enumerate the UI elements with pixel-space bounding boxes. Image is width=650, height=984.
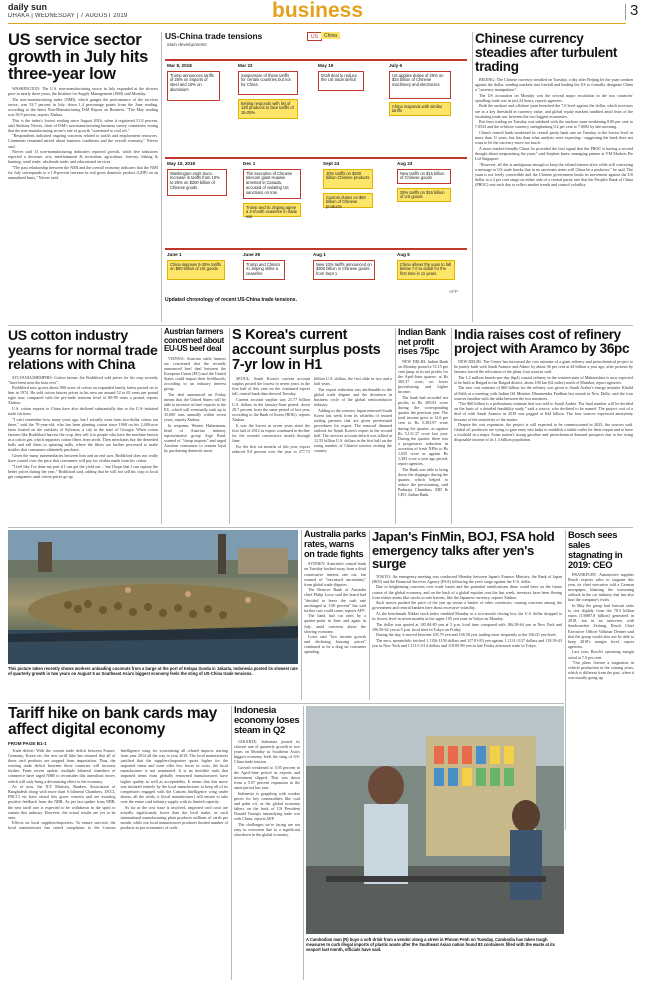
paragraph: This is the index's lowest reading since August 2016, when it registered 51.8 percent, said Anthony Nieves, chair of ISM's non-manufacturing business survey committee, noting that the non-manufacturing sector's rate of growth "continued to cool off." xyxy=(8,117,158,133)
paragraph: FRANKFURT: Automotive supplier Bosch expects sales to stagnate this year, its chief executive told a German newspaper, blaming the worsening outlook in the car industry that has also hurt the company's rivals. xyxy=(568,572,634,603)
timeline-date: Dec 1 xyxy=(243,161,256,166)
paragraph: Growth weakened to 5.05 percent in the April-June period as exports and investment slipped. That was down from a 5.07 percent expansion in the same period last year. xyxy=(234,764,300,790)
timeline-event: China imposes 5-25% tariffs on $60 billion of US goods xyxy=(167,260,225,280)
paragraph: The Bank was able to bring down the slippages during the quarter, which helped to reduce the provisioning, said Padmaja Chunduru, MD & CEO, Indian Bank. xyxy=(398,466,448,498)
paragraph: In response, Werner Habermann, head of Austrian industry representative group Arge Rind, warned of "cheap imports" and urged Austrian consumers to remain loyal by purchasing domestic meat. xyxy=(164,423,226,454)
paragraph: Last year, Bosch's operating margin stood at 7.0 per cent. xyxy=(568,649,634,660)
paragraph: The euro, meanwhile, fetched 1.1156-1159 dollars and 117.81-83 yen against 1.1131-1137 dollars and 118.39-43 yen in New York and 1.1113-1114 dollars and 118.85-89 yen in late Friday afternoon trade in Tokyo. xyxy=(372,637,562,648)
paragraph: "I feel like I've done my part if I can get the yield out ... but I hope that I can capture the better prices during the year," Boddiford said, adding that he will not sell his crop to local gin companies until cotton prices go up. xyxy=(8,463,158,479)
timeline-date: Aug 23 xyxy=(397,161,413,166)
article-japan xyxy=(372,530,562,700)
paragraph: China's central bank weakened its central parity bank rate on Tuesday to the lowest level in more than 11 years, but less than what analysts were expecting - suggesting the bank does not want to let the currency move too much. xyxy=(475,129,633,146)
paragraph: As of now, the ICT Ministry, Bankers Association of Bangladesh along with more than 6 bilateral Chambers, DCCI, FBCCI etc have raised this grave concern and are awaiting positive feedback from the NBR. As per last update from NBR, the new tariff rate is expected to be withdrawn in the spirit to sustain this industry. However, the actual results are yet to be seen. xyxy=(8,784,116,820)
photo-cambodia-vendor xyxy=(306,706,564,934)
paragraph: The deal announced on Friday means that the United States will be able to increase its beef exports to the EU, which will eventually rush up to 35,000 tons annually within seven years, reports Xinhua. xyxy=(164,391,226,423)
timeline-date: Mar 22 xyxy=(238,63,253,68)
paragraph: For the first six months of this year, export reduced 9.0 percent over the year to 277.72 billion U.S. dollars, the first slide in two and a half years. xyxy=(232,376,392,454)
section-rule xyxy=(8,527,633,528)
paragraph: The bank had recorded net profits at Rs 209.81 crore during the corresponding quarter the previous year. The total income grew to 12.6 per cent to Rs 5,383.97 crore during the quarter, as against Rs 5,131.37 crore last year. During the quarter, there was a progressive reduction in accretion of fresh NPAs to Rs 1,635 crore as against Rs 1,383 crore a year ago period, report agencies. xyxy=(398,394,448,467)
paragraph: Lowe said "low income growth and declining housing prices" continued to be a drag on consumer spending. xyxy=(304,634,366,655)
paragraph: VIENNA: Austrian cattle farmers are concerned that the recently announced beef deal between the European Union (EU) and the United States could impact their livelihoods, according to an industry interest group. xyxy=(164,355,226,392)
paragraph: The challenges we're facing are not easy to overcome due to a significant slowdown in the global economy. xyxy=(234,821,300,837)
paragraph: The dollar was quoted at 105.84-85 yen at 5 p.m. local time compared with 106.58-64 yen in New York and 106.56-62 yen at 5 p.m. local time in Tokyo on Friday. xyxy=(372,621,562,632)
page-number: 3 xyxy=(630,2,639,19)
paragraph: As far as the cost issue is involved, imported card costs are actually significantly lower than the local make, as such international manufacturing plant produces millions of cards per month, while our local manufacturer produces limited number of products as per economies of scale. xyxy=(120,804,228,830)
paragraph: The new cost estimate of $60 billion for the refinery was given to Saudi Arabia's energy minister Khalid al-Falih at a meeting with Indian Oil Minister Dharmendra Pradhan last month in New Delhi, said the four sources familiar with the talks between the two ministers. xyxy=(454,385,633,401)
article-body xyxy=(398,359,448,498)
timeline-event: Draft deal to reduce the US trade deficit xyxy=(318,71,364,91)
timeline-date: May 19 xyxy=(318,63,334,68)
paragraph: Despite the cost expansion, the project is still expected to be commissioned in 2025, the sources said. Global oil producers are vying to gain entry into India to establish a stable outlet for their output and to have a foothold in a major Asian nation's strong gasoline and petrochemical demand prospects due to the rising disposable income of its 1.3 billion population. xyxy=(454,422,633,443)
column-rule xyxy=(161,328,162,524)
timeline-event: Beijing responds with list of 128 products to face tariffs of 15-25% xyxy=(238,99,298,119)
timeline-date: Sept 24 xyxy=(323,161,340,166)
paragraph: The 1.2 million barrels-per-day (bpd) coastal refinery in the western state of Maharashtra is now expected to be built at Raigad in the Raigad district, about 100 km (62 miles) south of Mumbai, report agencies. xyxy=(454,374,633,385)
article-body xyxy=(8,748,228,978)
photo-caption: This picture taken recently shows workers unloading coconuts from a barge at the port of Kelapa Sunda in Jakarta, Indonesia posted its slowest rate of quarterly growth in two years on August 5 as Southeast Asia's biggest economy feels the sting of US-China trade tensions. xyxy=(8,666,298,676)
masthead xyxy=(0,0,650,26)
section-title: business xyxy=(272,0,364,22)
tag-china: China xyxy=(321,32,340,39)
timeline-date: Mar 8, 2018 xyxy=(167,63,192,68)
paragraph: SYLVANIA/MEMPHIS: Cotton farmer Joe Boddiford sold prices for his crop recently "have been near the bust ever". xyxy=(8,374,158,385)
paragraph: Given the many intermediaries between him and an end user, Boddiford does not really have control over the price that consumers will pay for clothes made from his cotton. xyxy=(8,452,158,463)
photo-cambodia-vendor-art xyxy=(306,706,564,934)
paragraph: Such moves pushed the price of the yen up versus a basket of other currencies, causing concerns among the government and central bankers here about excessive volatility. xyxy=(372,600,562,611)
date-line: DHAKA | WEDNESDAY | 7 AUGUST 2019 xyxy=(8,13,128,19)
timeline-title: US-China trade tensions xyxy=(165,31,263,41)
paragraph: SYDNEY: Australia's central bank on Tuesday backed away from a third consecutive interest rate cut, but warned of "increased uncertainty" from global trade disputes. xyxy=(304,561,366,587)
paragraph: U.S. cotton exports to China have also declined substantially due to the U.S.-initiated trade frictions. xyxy=(8,406,158,417)
paragraph: During the day, it moved between 105.79 yen and 106.58 yen, trading most frequently at the 106.05 yen level. xyxy=(376,632,557,638)
article-korea xyxy=(232,328,392,524)
column-rule xyxy=(229,328,230,524)
page-number-bar xyxy=(625,4,626,20)
paragraph: JAKARTA: Indonesia posted its slowest rate of quarterly growth in two years on Monday as Southeast Asia's biggest economy feels the sting of US-China trade tension. xyxy=(234,738,300,764)
timeline-event: Trump and Xi Jinping agree a 3-month ceasefire in trade war xyxy=(243,203,301,217)
headline: Bosch sees sales stagnating in 2019: CEO xyxy=(568,530,623,570)
article-body xyxy=(232,376,392,524)
paragraph: The non-manufacturing index (NMI), which gauges the performance of the services sector, was 53.7 percent in July, down 1.4 percentage points from the June reading, according to the latest Non-Manufacturing ISM Report on Business. "The May reading was 56.9 percent, reports Xinhua. xyxy=(8,96,158,117)
timeline-event: New tariffs on $16 billion of Chinese goods xyxy=(397,169,451,184)
paragraph: NEW DELHI: Indian Bank on Monday posted a 74.15 per cent jump in its net profits for the April-June quarter, at Rs 365.37 crore, on lower provisioning and higher income. xyxy=(398,358,448,395)
paragraph: Adding to the concern, Japan removed South Korea last week from its whitelist of trusted trading partners that are given preferential procedures for export. The removal dimmed outlook for South Korea's export in the second half. The services account deficit was tallied at 12.55 billion U.S. dollars in the first half on the rising number of Chinese tourists visiting the country. xyxy=(314,407,392,454)
paragraph: Due to heightening concerns over trade issues and the potential ramifications these could have on the future course of the global economy, and on the back of a global equities rout the last week, investors have been fleeing from riskier assets like stocks to safe havens, like the Japanese currency, reports Xinhua. xyxy=(372,584,562,600)
article-refinery xyxy=(454,328,633,524)
timeline-event: Custom duties on $60 billion of Chinese products xyxy=(323,193,373,208)
timeline-axis-2 xyxy=(165,157,467,159)
article-austrian xyxy=(164,328,226,524)
article-body xyxy=(304,561,366,654)
article-yuan xyxy=(475,32,633,322)
paragraph: But fears trading on Tuesday was subdued with the onshore yuan weakening 0.06 per cent to 7.0532 and the offshore currency strengthening 0.2 per cent to 7.0082 by late morning. xyxy=(475,119,633,130)
article-tariff xyxy=(8,706,228,980)
paragraph: The bank had cut rates by a quarter-point in June and again in July, amid concerns about the slowing economy. xyxy=(304,613,366,634)
timeline-event: China responds with similar tariffs xyxy=(389,102,451,116)
paragraph: Current account surplus was 21.77 billion U.S. dollars in the January-June period, down 28.7 percent from the same period of last year, according to the Bank of Korea (BOK), reports Xinhua. xyxy=(232,396,310,423)
headline: Austrian farmers concerned about EU-US beef deal xyxy=(164,328,224,354)
headline: Australia parks rates, warns on trade fights xyxy=(304,530,366,559)
column-rule xyxy=(231,706,232,980)
paragraph: Boddiford now grows about 900 acres of cotton on expanded family farms passed on to him in 1974. He sold cotton futures prices in his area are around 52 to 65 cents per pound right now, compared with the pre-trade tensions level of 80-90 cents a pound, reports Xinhua. xyxy=(8,385,158,406)
timeline-event: New 10% tariffs announced on $300 billion in Chinese goods from Sept 1 xyxy=(313,260,375,280)
section-rule xyxy=(8,703,564,704)
article-us-service xyxy=(8,32,158,322)
paragraph: Trade deficit: With the current trade deficit between France, Germany, Korea etc, the new tariff hike has ensured that all of these card products are stopped from importation. Thus, the existing trade deficit between these countries will increase further. From recent update, multiple bilateral chambers of commerce have urged NBR to reconsider this unrealistic move, which will only bring a devastating effect to the economy. xyxy=(8,748,116,784)
paragraph: BEIJING: The Chinese currency steadied on Tuesday, a day after Beijing let the yuan weaken against the dollar, sending markets into freefall and leading the US to formally designate China a "currency manipulator". xyxy=(475,77,633,93)
headline: India raises cost of refinery project with Aramco by 36pc xyxy=(454,328,630,356)
paragraph: The export reduction was attributable to the global trade dispute and the downturn in business cycle of the global semiconductor industry. xyxy=(314,386,392,407)
paragraph: It was the lowest in seven years since the first half of 2012 as export continued to decline for the seventh consecutive month through June. xyxy=(232,422,310,444)
timeline-credit: AFP xyxy=(449,289,458,294)
column-rule xyxy=(565,530,566,830)
paragraph: WASHINGTON: The U.S. non-manufacturing sector in July expanded at the slowest pace in nearly three years, the Institute for Supply Management (ISM) said Monday. xyxy=(8,86,158,97)
article-indian-bank xyxy=(398,328,448,524)
timeline-date: June 1 xyxy=(167,252,182,257)
paragraph: TOKYO: An emergency meeting was conducted Monday between Japan's Finance Ministry, the Bank of Japan (BOJ) and the Financial Services Agency (FSA) following the yen's surge against the U.S. dollar. xyxy=(372,573,562,584)
article-australia xyxy=(304,530,366,700)
column-rule xyxy=(161,32,162,322)
paragraph: "Our plans foresee a stagnation in vehicle production in the coming years, which is different from the past, when it was usually going up. xyxy=(568,660,634,681)
article-indonesia xyxy=(234,706,300,980)
timeline-event: Trump and China's Xi Jinping strike a ceasefire xyxy=(243,260,285,280)
timeline-event: China allows the yuan to fall below 7.0 to dollar for the first time in 11 years xyxy=(397,260,455,280)
photo-coconut-barge xyxy=(8,530,298,664)
timeline-event: US applies duties of 25% on $34 billion of Chinese machinery and electronics xyxy=(389,71,451,99)
column-rule xyxy=(472,32,473,322)
article-body xyxy=(475,77,633,187)
timeline-event: Washington ends truce. Increase in tariffs from 10% to 25% on $200 billion of Chinese goods xyxy=(167,169,227,196)
headline: Indian Bank net profit rises 75pc xyxy=(398,328,446,357)
timeline-caption: Updated chronology of recent US-China trade tensions. xyxy=(165,297,297,303)
timeline-subtitle: Main developments xyxy=(167,42,207,47)
headline: US cotton industry yearns for normal trade relations with China xyxy=(8,328,158,372)
article-body xyxy=(372,574,562,648)
timeline-event: The executive of Chinese telecom giant Huawei arrested in Canada, accused of violating US sanctions on Iran xyxy=(243,169,301,199)
timeline-graphic xyxy=(163,29,469,324)
headline: S Korea's current account surplus posts 7-yr low in H1 xyxy=(232,328,381,373)
paragraph: In May the group had forecast sales to rise slightly from the 78.5 billion euros (US$87.8 billion) generated in 2018, but in an interview with Saarbruecker Zeitung, Bosch Chief Executive Officer Volkmar Denner said that the group would also not be able to keep 2018's margin level, report agencies. xyxy=(568,603,634,649)
article-body xyxy=(164,356,226,454)
paragraph: "I can't remember how many years ago, but I actually went from two-dollar cotton out there," said the 70-year-old, who has been planting cotton since 1968 on his 2,400-acre farm located on the outskirts of Sylvania, a city in the state of Georgia. When cotton farmers like Boddiford harvest the crop, they sell it to people who have the machine known as a cotton gin, which separates cotton fibers from seeds. Then merchants buy the deseeded bolls and sell them to spinning mills, where the fibers are further processed to make textiles that consumers ultimately purchase. xyxy=(8,416,158,453)
column-rule xyxy=(451,328,452,524)
column-rule xyxy=(369,530,370,700)
article-body xyxy=(568,572,634,680)
headline: Indonesia economy loses steam in Q2 xyxy=(234,706,300,737)
paragraph: SEOUL: South Korea's current account surplus posted the lowest in seven years in the first half of this year on the continued export fall, central bank data showed Tuesday. xyxy=(232,376,310,397)
paragraph: Indonesia is grappling with weaker prices for key commodities like coal and palm oil, as the global economy falters on the back of US President Donald Trump's intensifying trade war with China, reports AFP. xyxy=(234,790,300,822)
headline: US service sector growth in July hits three-year low xyxy=(8,32,149,83)
timeline-date: Aug 5 xyxy=(397,252,410,257)
article-body xyxy=(8,86,158,180)
headline: Tariff hike on bank cards may affect digital economy xyxy=(8,706,217,738)
headline: Chinese currency steadies after turbulent trading xyxy=(475,32,618,74)
timeline-event: Trump announces tariffs of 25% on imports of steel and 10% on aluminium xyxy=(167,71,220,101)
article-body xyxy=(8,375,158,479)
timeline-date: Aug 1 xyxy=(313,252,326,257)
timeline-date: June 29 xyxy=(243,252,261,257)
section-rule xyxy=(8,325,633,326)
paragraph: Nieves said 13 non-manufacturing industries reported growth, while five industries reported a decrease: arts, entertainment & recreation; agriculture, forestry, fishing & hunting; retail trade; wholesale trade; and educational services. xyxy=(8,149,158,165)
article-body xyxy=(454,359,633,443)
photo-caption: A Cambodian man (R) buys a soft drink from a vendor along a street in Phnom Penh on Tuesday. Cambodia has taken tough measures to curb illegal imports of plastic waste after the Southeast Asian nation found 83 containers filled with the waste at its seaport last month, officials have said. xyxy=(306,937,555,952)
article-cotton xyxy=(8,328,158,524)
timeline-event: Suspension of these tariffs for certain countries but not for China xyxy=(238,71,298,95)
photo-coconut-barge-art xyxy=(8,530,298,664)
tag-us: US xyxy=(307,32,322,41)
byline: FROM PAGE B1-1 xyxy=(8,741,47,746)
timeline-date: May 10, 2019 xyxy=(167,161,196,166)
paragraph: "The past relationship between the NMI and the overall economy indicates that the NMI for July corresponds to a 1.8-percent increase in real gross domestic product (GDP) on an annualized basis," Nieves said. xyxy=(8,164,158,181)
timeline-axis-3 xyxy=(165,248,467,250)
paragraph: Both the onshore and offshore yuan breached the 7.0 level against the dollar, which investors see as a key threshold in currency value, and global equity markets tumbled amid fears of the escalating trade war between the two biggest economies. xyxy=(475,103,633,119)
timeline-event: 10% tariffs on $200 billion Chinese products xyxy=(323,169,373,189)
column-rule xyxy=(303,706,304,980)
paragraph: "Respondents indicated ongoing concerns related to tariffs and employment resources. Comments remained mixed about business conditions and the overall economy," Nieves said. xyxy=(8,133,158,149)
column-rule xyxy=(301,530,302,700)
masthead-rule xyxy=(8,23,626,24)
paragraph: Effects on local suppliers/importers: To ensure survival, the local manufacturer has raised complaints to the Custom Intelligence wing for scrutinizing all related imports starting from year 2014 all the way to year 2018. The local manufacturer justified that the suppliers/importers quote higher for the imported items and even offer less lower in costs, the local manufacturer is not nominated. It is an invisible truth that imported items from globally renowned manufacturers have higher quality as well as acceptability. It seems that this move was initiated entirely by the local manufacturer to keep all of its competitors engaged with the Custom Intelligence wing under duress, all the while, it (local manufacturer) will ensure to take over the entire card industry supply with its limited capacity. xyxy=(8,748,228,831)
timeline-header xyxy=(163,29,469,63)
paragraph: The Reserve Bank of Australia chief Philip Lowe said the board had "decided to leave the cash rate unchanged at 1.00 percent" but said further cuts could come, reports AFP. xyxy=(304,587,366,613)
paragraph: "However, all this is ambiguous enough to keep the valued interest alive while still conveying a message to US trade hawks that in no uncertain terms will China be a pushover," he said. The yuan is not freely convertible and the Chinese government limits its movement against the US dollar to a 2 per cent range on either side of a central parity rate that the People's Bank of China (PBOC) sets each day to reflect market trends and control volatility. xyxy=(475,161,633,187)
column-rule xyxy=(395,328,396,524)
paragraph: As the benchmark Nikkei stock index tumbled Monday to a two-month closing low, the U.S. dollar dropped to its lowest level in seven months in the upper 105 yen zone in Tokyo on Monday. xyxy=(372,610,562,622)
article-bosch xyxy=(568,530,634,830)
paper-name: daily sun xyxy=(8,2,48,12)
article-body xyxy=(234,739,300,837)
paragraph: The US accusation on Monday was the second major escalation in the two countries' spiralling trade war in just 24 hours, reports agencies. xyxy=(475,92,633,103)
timeline-event: 25% tariffs on $16 billion of US goods xyxy=(397,188,451,202)
paragraph: NEW DELHI: The Centre has increased the cost estimate of a giant refinery and petrochemical project to be jointly built with Saudi Aramco and Adnoc by about 36 per cent at 44 billion a year ago, after protests by farmers forced the relocation of the plant, four sources said. xyxy=(454,359,633,375)
headline: Japan's FinMin, BOJ, FSA hold emergency talks after yen's surge xyxy=(372,530,555,572)
paragraph: "The $60 billion is a preliminary estimate that was told to Saudi Arabia. The final number will be decided on the basis of a detailed feasibility study," said a source, who declined to be named. The project cost of a deal of with Saudi Aramco in 2018 was pegged at $44 billion. The four sources expressed anonymity because of the sensitivity of the matter. xyxy=(454,401,633,422)
timeline-axis-1 xyxy=(165,59,467,61)
paragraph: A more market-friendly China fix provided the first signal that the PBOC is having a second thought about weaponising the yuan," said Stephen Innes, managing partner at VM Markets Pte Ltd Singapore. xyxy=(475,145,633,161)
timeline-date: July 6 xyxy=(389,63,403,68)
